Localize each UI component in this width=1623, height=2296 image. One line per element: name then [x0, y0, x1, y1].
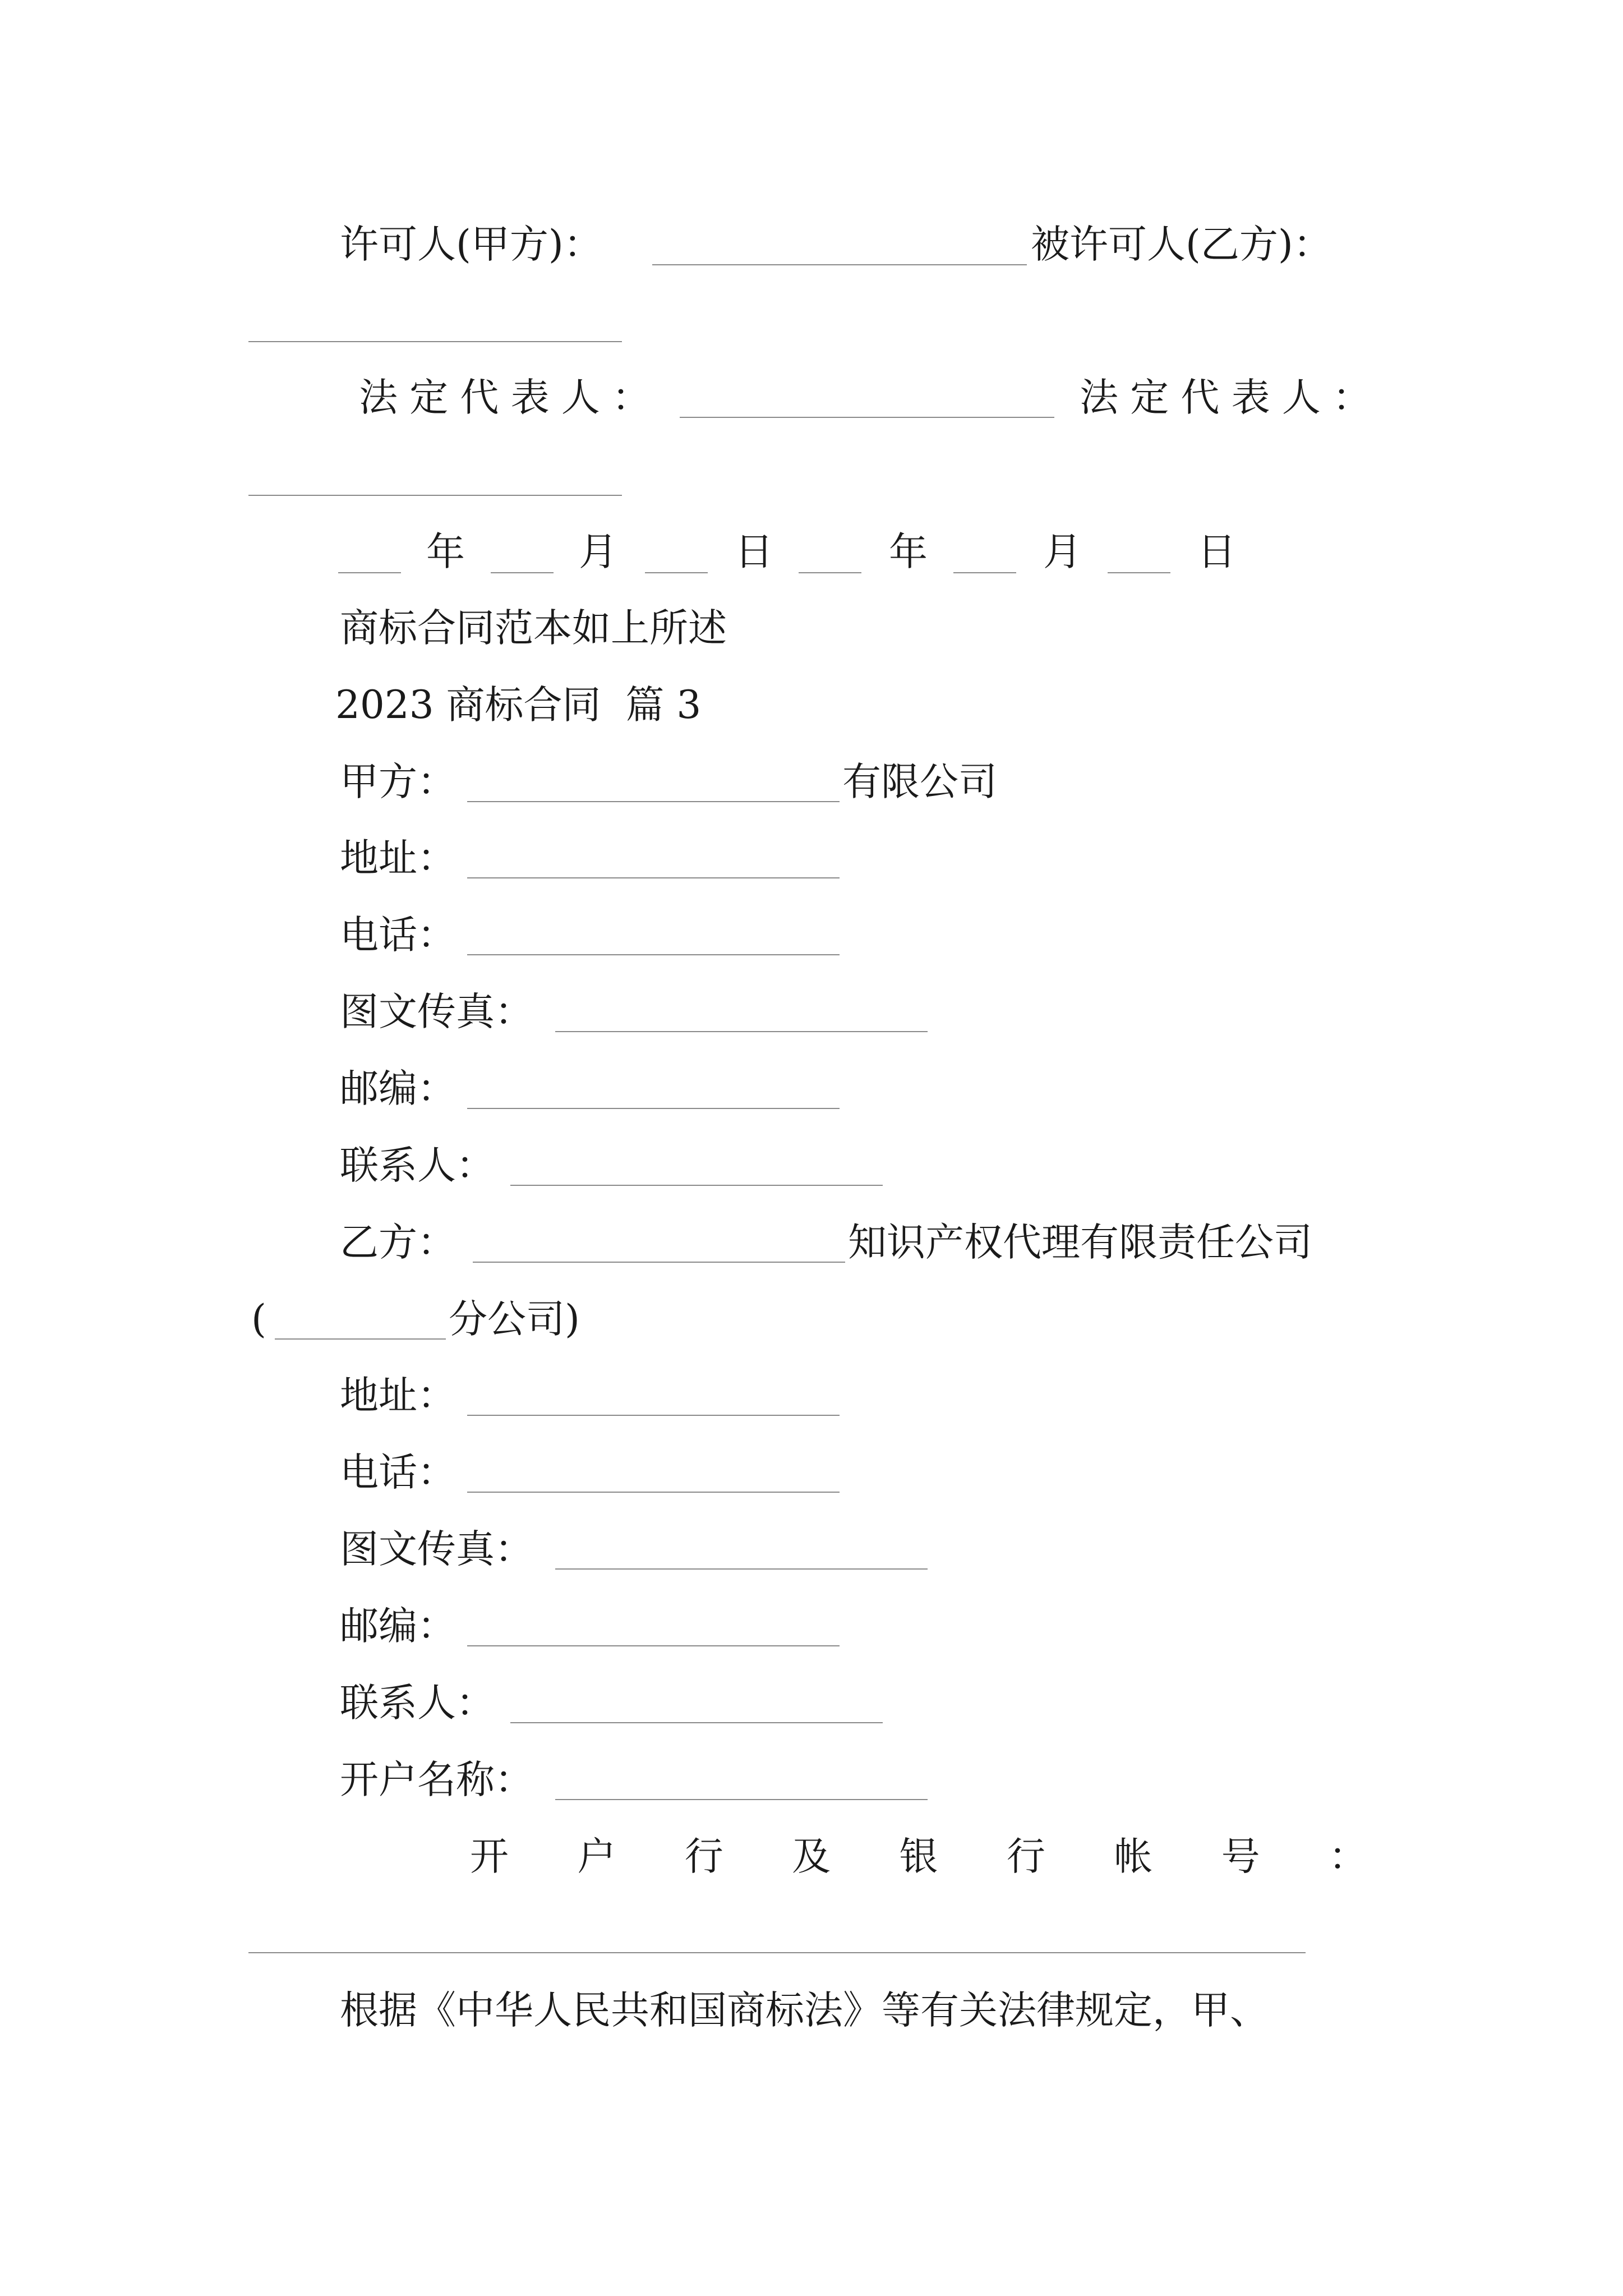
party-b-address-blank[interactable] — [467, 1415, 840, 1416]
legal-rep-char: 法 — [359, 375, 398, 420]
legal-rep-a-blank[interactable] — [680, 417, 1054, 418]
party-a-postcode-label: 邮编： — [340, 1066, 456, 1111]
party-b-postcode-label: 邮编： — [340, 1604, 456, 1649]
section-title: 2023 商标合同 篇 3 — [335, 683, 702, 728]
party-a-name-blank[interactable] — [467, 801, 840, 802]
bank-account-char: 行 — [684, 1834, 723, 1879]
party-b-account-name-label: 开户名称： — [340, 1757, 533, 1802]
date-blank[interactable] — [799, 572, 861, 573]
date-label: 日 — [1197, 530, 1236, 574]
date-label: 月 — [579, 530, 617, 574]
party-b-postcode-blank[interactable] — [467, 1645, 840, 1646]
body-paragraph: 根据《中华人民共和国商标法》等有关法律规定，甲、 — [340, 1988, 1269, 2033]
party-a-address-blank[interactable] — [467, 877, 840, 878]
party-b-fax-blank[interactable] — [555, 1568, 928, 1570]
date-blank[interactable] — [1108, 572, 1170, 573]
bank-account-char: 银 — [899, 1834, 938, 1879]
legal-rep-char: 表 — [1231, 375, 1270, 420]
date-blank[interactable] — [491, 572, 554, 573]
legal-rep-b — [1080, 375, 1371, 420]
bank-account-char: 号 — [1221, 1834, 1260, 1879]
party-b-bank-account-label — [470, 1834, 1367, 1879]
bank-account-char: 帐 — [1114, 1834, 1153, 1879]
party-a-fax-blank[interactable] — [555, 1031, 928, 1032]
party-a-label: 甲方： — [340, 760, 456, 804]
party-b-bank-account-blank[interactable] — [248, 1952, 1306, 1953]
date-blank[interactable] — [953, 572, 1016, 573]
party-a-suffix: 有限公司 — [842, 760, 997, 804]
licensor-label: 许可人(甲方)： — [340, 222, 602, 267]
closing-note: 商标合同范本如上所述 — [340, 606, 727, 651]
party-a-contact-blank[interactable] — [510, 1185, 883, 1186]
legal-rep-char: 人 — [1281, 375, 1321, 420]
licensee-label: 被许可人(乙方)： — [1031, 222, 1332, 267]
party-b-name-blank[interactable] — [473, 1262, 845, 1263]
legal-rep-char: ： — [1332, 375, 1371, 420]
legal-rep-char: 定 — [1130, 375, 1169, 420]
party-a-phone-label: 电话： — [340, 913, 456, 958]
legal-rep-char: 代 — [460, 375, 499, 420]
date-label: 年 — [889, 530, 928, 574]
party-a-fax-label: 图文传真： — [340, 990, 533, 1034]
legal-rep-a — [359, 375, 651, 420]
party-a-phone-blank[interactable] — [467, 954, 840, 955]
party-a-address-label: 地址： — [340, 836, 456, 881]
bank-account-char: 户 — [577, 1834, 616, 1879]
legal-rep-char: 定 — [409, 375, 449, 420]
legal-rep-char: ： — [611, 375, 651, 420]
legal-rep-b-blank[interactable] — [248, 495, 622, 496]
party-b-contact-blank[interactable] — [510, 1722, 883, 1723]
party-b-branch-suffix: 分公司) — [449, 1297, 580, 1342]
party-b-label: 乙方： — [340, 1220, 456, 1265]
party-b-phone-blank[interactable] — [467, 1492, 840, 1493]
party-a-contact-label: 联系人： — [340, 1143, 495, 1188]
party-b-branch-open: ( — [251, 1297, 266, 1342]
date-blank[interactable] — [645, 572, 708, 573]
party-b-contact-label: 联系人： — [340, 1681, 495, 1726]
date-label: 年 — [426, 530, 465, 574]
party-b-address-label: 地址： — [340, 1373, 456, 1418]
party-b-phone-label: 电话： — [340, 1450, 456, 1495]
bank-account-char: 行 — [1006, 1834, 1045, 1879]
party-b-fax-label: 图文传真： — [340, 1527, 533, 1572]
licensor-blank[interactable] — [652, 264, 1027, 265]
legal-rep-char: 法 — [1080, 375, 1118, 420]
party-b-branch-blank[interactable] — [275, 1338, 446, 1340]
date-blank[interactable] — [338, 572, 401, 573]
bank-account-char: 及 — [792, 1834, 831, 1879]
date-label: 月 — [1043, 530, 1082, 574]
legal-rep-char: 代 — [1181, 375, 1220, 420]
legal-rep-char: 表 — [510, 375, 550, 420]
date-label: 日 — [735, 530, 773, 574]
legal-rep-char: 人 — [561, 375, 600, 420]
bank-account-char: ： — [1329, 1834, 1367, 1879]
licensee-blank[interactable] — [248, 341, 622, 342]
party-a-postcode-blank[interactable] — [467, 1108, 840, 1109]
party-b-suffix: 知识产权代理有限责任公司 — [848, 1220, 1312, 1265]
bank-account-char: 开 — [470, 1834, 509, 1879]
party-b-account-name-blank[interactable] — [555, 1799, 928, 1800]
